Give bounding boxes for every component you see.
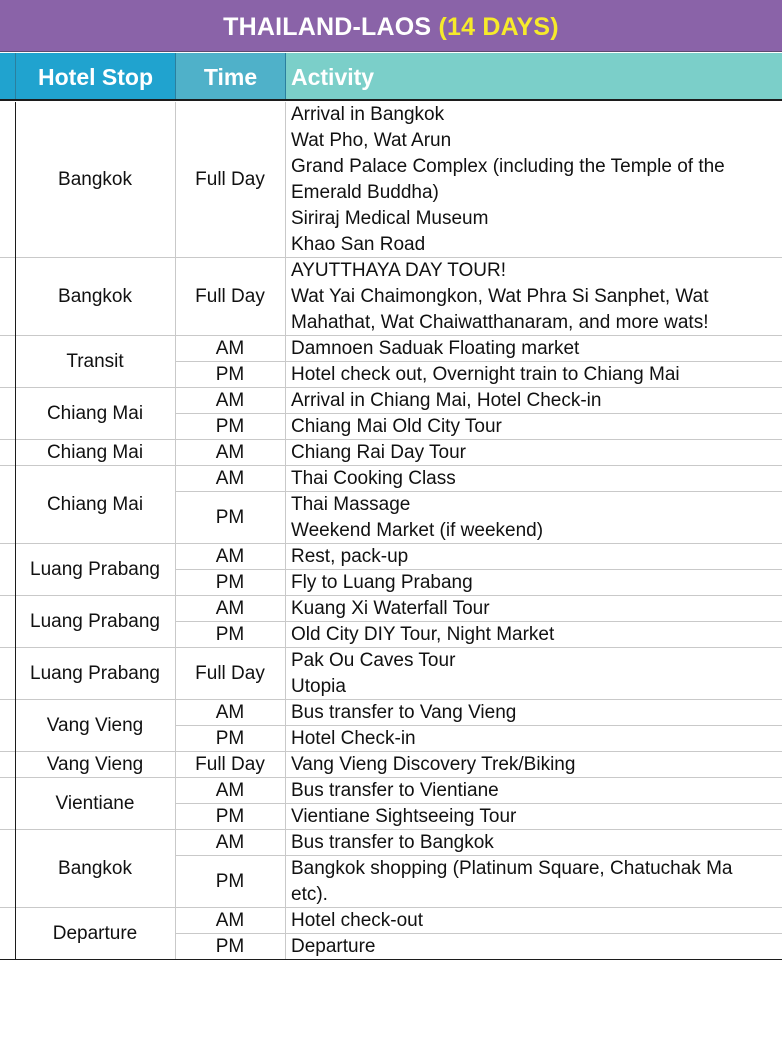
time-cell: AM (215, 780, 245, 801)
activity-line: Emerald Buddha) (291, 182, 439, 203)
time-cell: AM (215, 442, 245, 463)
time-cell: PM (215, 507, 245, 528)
time-cell: AM (215, 598, 245, 619)
hotel-stop-cell: Vang Vieng (46, 715, 144, 736)
time-cell: AM (215, 338, 245, 359)
grid-line-left (15, 102, 16, 960)
activity-line: Wat Yai Chaimongkon, Wat Phra Si Sanphet, Wat (291, 286, 709, 307)
header-activity: Activity (285, 53, 782, 99)
hotel-stop-cell: Vientiane (55, 793, 135, 814)
hotel-stop-cell: Departure (52, 923, 138, 944)
time-cell: PM (215, 806, 245, 827)
activity-line: Hotel check-out (291, 910, 424, 931)
activity-line: Vientiane Sightseeing Tour (291, 806, 517, 827)
header-time: Time (175, 53, 285, 99)
grid-line-hotel (175, 102, 176, 960)
activity-line: Bus transfer to Vang Vieng (291, 702, 517, 723)
hotel-stop-cell: Bangkok (58, 858, 132, 879)
activity-line: Kuang Xi Waterfall Tour (291, 598, 490, 619)
time-cell: Full Day (195, 169, 265, 190)
activity-line: Damnoen Saduak Floating market (291, 338, 580, 359)
activity-line: Wat Pho, Wat Arun (291, 130, 452, 151)
activity-line: Hotel check out, Overnight train to Chiang Mai (291, 364, 680, 385)
time-cell: PM (215, 416, 245, 437)
activity-line: Rest, pack-up (291, 546, 409, 567)
activity-line: Thai Massage (291, 494, 411, 515)
activity-line: Bus transfer to Vientiane (291, 780, 499, 801)
time-cell: PM (215, 936, 245, 957)
hotel-stop-cell: Chiang Mai (46, 403, 144, 424)
activity-line: Mahathat, Wat Chaiwatthanaram, and more wats! (291, 312, 709, 333)
hotel-stop-cell: Vang Vieng (46, 754, 144, 775)
hotel-stop-cell: Transit (66, 351, 124, 372)
time-cell: AM (215, 468, 245, 489)
activity-line: Khao San Road (291, 234, 426, 255)
activity-line: etc). (291, 884, 328, 905)
activity-line: Weekend Market (if weekend) (291, 520, 544, 541)
title-main: THAILAND-LAOS (223, 13, 432, 41)
activity-line: Siriraj Medical Museum (291, 208, 489, 229)
activity-line: Grand Palace Complex (including the Temple of the (291, 156, 725, 177)
hotel-stop-cell: Bangkok (58, 169, 132, 190)
activity-line: Bus transfer to Bangkok (291, 832, 494, 853)
hotel-stop-cell: Bangkok (58, 286, 132, 307)
time-cell: Full Day (195, 286, 265, 307)
activity-line: Bangkok shopping (Platinum Square, Chatuchak Ma (291, 858, 733, 879)
activity-line: Thai Cooking Class (291, 468, 456, 489)
time-cell: AM (215, 910, 245, 931)
activity-line: Arrival in Chiang Mai, Hotel Check-in (291, 390, 602, 411)
activity-line: AYUTTHAYA DAY TOUR! (291, 260, 507, 281)
hotel-stop-cell: Luang Prabang (30, 559, 160, 580)
hotel-stop-cell: Luang Prabang (30, 663, 160, 684)
activity-line: Vang Vieng Discovery Trek/Biking (291, 754, 576, 775)
time-cell: AM (215, 546, 245, 567)
time-cell: PM (215, 871, 245, 892)
activity-line: Hotel Check-in (291, 728, 416, 749)
grid-line-time (285, 102, 286, 960)
hotel-stop-cell: Chiang Mai (46, 442, 144, 463)
time-cell: PM (215, 572, 245, 593)
title-days: (14 DAYS) (438, 13, 559, 41)
time-cell: PM (215, 364, 245, 385)
activity-line: Utopia (291, 676, 346, 697)
header-hotel-stop: Hotel Stop (15, 53, 175, 99)
time-cell: AM (215, 390, 245, 411)
time-cell: PM (215, 624, 245, 645)
time-cell: AM (215, 832, 245, 853)
time-cell: Full Day (195, 754, 265, 775)
activity-line: Pak Ou Caves Tour (291, 650, 456, 671)
time-cell: AM (215, 702, 245, 723)
activity-line: Departure (291, 936, 376, 957)
header-divider (0, 99, 782, 101)
itinerary-title (0, 0, 782, 52)
table-bottom-border (0, 959, 782, 960)
activity-line: Fly to Luang Prabang (291, 572, 473, 593)
time-cell: PM (215, 728, 245, 749)
hotel-stop-cell: Chiang Mai (46, 494, 144, 515)
time-cell: Full Day (195, 663, 265, 684)
hotel-stop-cell: Luang Prabang (30, 611, 160, 632)
activity-line: Chiang Mai Old City Tour (291, 416, 502, 437)
activity-line: Arrival in Bangkok (291, 104, 445, 125)
header-day-column (0, 53, 15, 99)
activity-line: Chiang Rai Day Tour (291, 442, 466, 463)
activity-line: Old City DIY Tour, Night Market (291, 624, 555, 645)
